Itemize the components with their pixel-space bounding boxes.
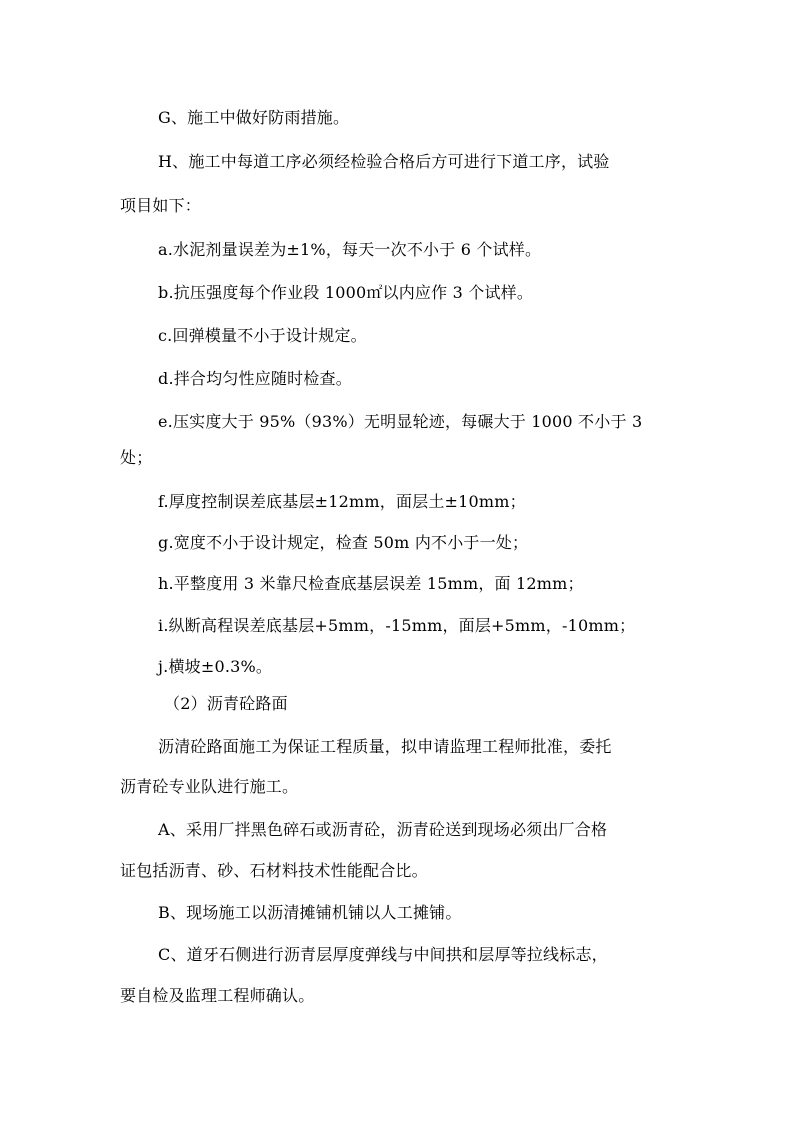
list-item: g.宽度不小于设计规定，检查 50m 内不小于一处；	[158, 533, 529, 552]
paragraph-line: C、道牙石侧进行沥青层厚度弹线与中间拱和层厚等拉线标志，	[158, 945, 608, 964]
list-item: e.压实度大于 95%（93%）无明显轮迹，每碾大于 1000 不小于 3	[158, 412, 643, 431]
paragraph-line: H、施工中每道工序必须经检验合格后方可进行下道工序，试验	[158, 152, 610, 171]
paragraph-line: G、施工中做好防雨措施。	[158, 108, 350, 127]
paragraph-line: B、现场施工以沥清摊铺机铺以人工摊铺。	[158, 903, 462, 922]
paragraph-line: 要自检及监理工程师确认。	[120, 986, 315, 1005]
list-item: h.平整度用 3 米靠尺检查底基层误差 15mm，面 12mm；	[158, 574, 584, 593]
list-item: f.厚度控制误差底基层±12mm，面层土±10mm；	[158, 492, 526, 511]
section-heading: （2）沥青砼路面	[164, 694, 288, 713]
list-item-continuation: 处；	[120, 448, 153, 467]
list-item: j.横坡±0.3%。	[158, 657, 273, 676]
paragraph-line: 沥清砼路面施工为保证工程质量，拟申请监理工程师批准，委托	[158, 737, 612, 756]
list-item: b.抗压强度每个作业段 1000㎡以内应作 3 个试样。	[158, 283, 534, 302]
paragraph-line: 证包括沥青、砂、石材料技术性能配合比。	[120, 861, 428, 880]
paragraph-line: 项目如下：	[120, 196, 202, 215]
list-item: i.纵断高程误差底基层+5mm，-15mm，面层+5mm，-10mm；	[158, 616, 636, 635]
paragraph-line: A、采用厂拌黑色碎石或沥青砼，沥青砼送到现场必须出厂合格	[158, 820, 608, 839]
list-item: a.水泥剂量误差为±1%，每天一次不小于 6 个试样。	[158, 240, 542, 259]
list-item: c.回弹模量不小于设计规定。	[158, 326, 367, 345]
list-item: d.拌合均匀性应随时检查。	[158, 369, 352, 388]
paragraph-line: 沥青砼专业队进行施工。	[120, 777, 299, 796]
